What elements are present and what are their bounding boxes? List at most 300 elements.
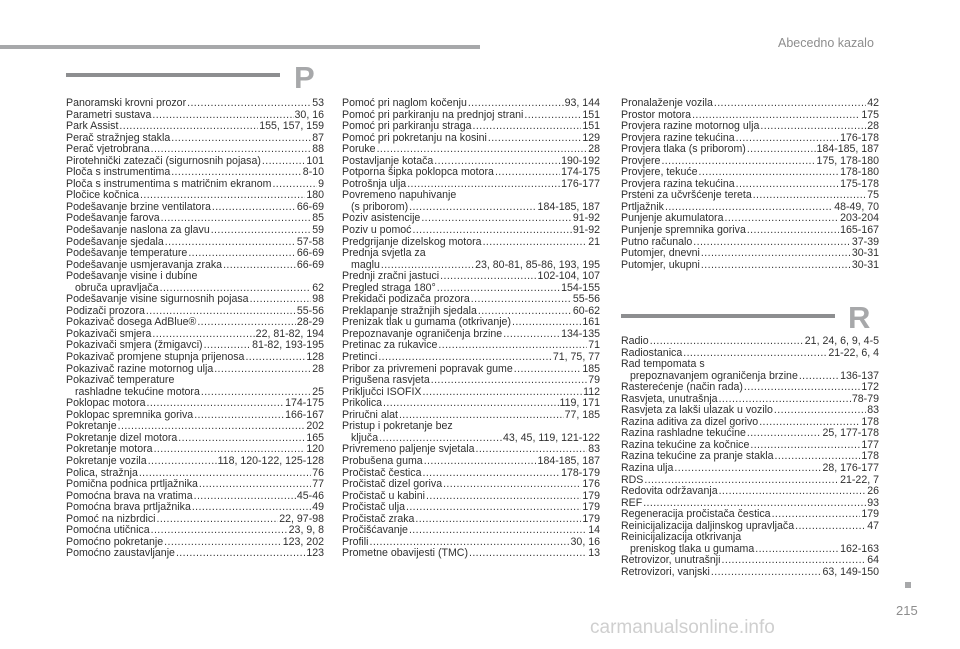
index-term: REF	[621, 496, 643, 509]
index-term: Podešavanje brzine ventilatora	[66, 200, 211, 213]
leader-dots	[194, 410, 284, 422]
index-term: obruča upravljača	[75, 281, 159, 294]
index-term: Poklopac spremnika goriva	[66, 408, 194, 421]
index-pages: 118, 120-122, 125-128	[217, 454, 324, 467]
leader-dots	[422, 387, 582, 399]
leader-dots	[488, 133, 581, 145]
index-pages: 123	[306, 547, 324, 560]
index-entry	[66, 121, 324, 133]
index-term: Pomična podnica prtljažnika	[66, 478, 198, 491]
index-pages: 176-177	[561, 177, 600, 190]
index-pages: 87	[312, 131, 324, 144]
index-term: (s priborom)	[351, 200, 409, 213]
index-pages: 42	[867, 97, 879, 109]
leader-dots	[495, 167, 560, 179]
index-pages: 151	[582, 120, 600, 133]
index-pages: 23, 9, 8	[288, 524, 324, 537]
index-term: Prednja svjetla za	[342, 247, 426, 260]
index-term: Perač vjetrobrana	[66, 143, 150, 156]
index-pages: 184-185, 187	[816, 143, 879, 156]
index-pages: 83	[867, 404, 879, 417]
index-pages: 59	[312, 224, 324, 237]
index-pages: 77, 185	[564, 408, 600, 421]
index-term: Ploča s instrumentima	[66, 166, 171, 179]
index-term: Provjera razina tekućina	[621, 177, 735, 190]
index-pages: 120	[306, 443, 324, 456]
index-pages: 154-155	[561, 281, 600, 294]
index-pages: 178-179	[561, 466, 600, 479]
leader-dots	[424, 456, 537, 468]
index-pages: 129	[582, 131, 600, 144]
index-term: Probušena guma	[342, 454, 423, 467]
index-pages: 123, 202	[282, 535, 324, 548]
index-pages: 78-79	[851, 392, 879, 405]
index-pages: 179	[582, 489, 600, 502]
index-term: Pročišćavanje	[342, 524, 408, 537]
page-number: 215	[896, 603, 918, 618]
index-pages: 71, 75, 77	[552, 351, 600, 364]
index-pages: 30-31	[851, 247, 879, 260]
index-pages: 28	[588, 143, 600, 156]
index-entry	[66, 548, 324, 560]
leader-dots	[701, 248, 851, 260]
index-term: Putomjer, dnevni	[621, 247, 700, 260]
index-term: Prenizak tlak u gumama (otkrivanje)	[342, 316, 511, 329]
index-term: Preklapanje stražnjih sjedala	[342, 304, 477, 317]
index-pages: 162-163	[840, 542, 879, 555]
index-term: Reinicijalizacija daljinskog upravljača	[621, 519, 795, 532]
index-pages: 178	[861, 450, 879, 463]
leader-dots	[171, 133, 311, 145]
leader-dots	[214, 364, 311, 376]
index-term: Pokazivač temperature	[66, 374, 175, 387]
leader-dots	[188, 248, 296, 260]
index-term: Redovita održavanja	[621, 485, 718, 498]
index-pages: 179	[582, 512, 600, 525]
index-term: Pokretanje dizel motora	[66, 431, 178, 444]
index-pages: 177	[861, 438, 879, 451]
index-pages: 71	[588, 339, 600, 352]
index-term: Prsteni za učvršćenje tereta	[621, 189, 752, 202]
index-pages: 112	[583, 385, 600, 398]
leader-dots	[176, 548, 305, 560]
leader-dots	[714, 98, 866, 110]
index-entry	[342, 502, 600, 514]
index-pages: 165	[306, 431, 324, 444]
index-term: Podešavanje visine sigurnosnih pojasa	[66, 293, 249, 306]
leader-dots	[426, 491, 581, 503]
index-pages: 179	[582, 501, 600, 514]
index-pages: 75	[867, 189, 879, 202]
index-pages: 176-178	[840, 131, 879, 144]
index-pages: 66-69	[296, 258, 324, 271]
index-pages: 101	[306, 154, 324, 167]
index-term: Povremeno napuhivanje	[342, 189, 457, 202]
index-term: Podešavanje farova	[66, 212, 160, 225]
index-pages: 83	[588, 443, 600, 456]
index-entry	[66, 98, 324, 110]
index-term: Pročistač zraka	[342, 512, 415, 525]
leader-dots	[378, 352, 552, 364]
index-entry	[621, 486, 879, 498]
index-pages: 134-135	[561, 327, 600, 340]
leader-dots	[164, 537, 282, 549]
index-term: Radio	[621, 335, 649, 347]
index-pages: 30, 16	[294, 108, 324, 121]
index-term: Rasvjeta za lakši ulazak u vozilo	[621, 404, 773, 417]
index-pages: 175	[861, 108, 879, 121]
index-term: preniskog tlaka u gumama	[630, 542, 755, 555]
index-pages: 21, 24, 6, 9, 4-5	[804, 335, 879, 347]
index-term: Poziv asistencije	[342, 212, 421, 225]
leader-dots	[469, 548, 587, 560]
leader-dots	[440, 271, 536, 283]
leader-dots	[674, 463, 821, 475]
leader-dots	[514, 364, 582, 376]
index-pages: 62	[312, 281, 324, 294]
index-term: Podešavanje visine i dubine	[66, 270, 198, 283]
index-term: Parametri sustava	[66, 108, 152, 121]
index-term: Polica, stražnja	[66, 466, 138, 479]
index-term: Pronalaženje vozila	[621, 97, 713, 109]
index-term: Razina tekućine za pranje stakla	[621, 450, 774, 463]
index-pages: 30, 16	[570, 535, 600, 548]
index-term: Prigušena rasvjeta	[342, 374, 430, 387]
index-entry	[342, 98, 600, 110]
index-pages: 151	[582, 108, 600, 121]
index-entry	[342, 133, 600, 145]
index-pages: 93, 144	[564, 97, 600, 109]
index-term: Pokazivač razine motornog ulja	[66, 362, 214, 375]
index-term: Pomoć pri parkiranju straga	[342, 120, 472, 133]
index-term: Pristup i pokretanje bez	[342, 420, 453, 433]
index-pages: 23, 80-81, 85-86, 193, 195	[475, 258, 600, 271]
index-pages: 13	[588, 547, 600, 560]
leader-dots	[262, 156, 305, 168]
leader-dots	[377, 144, 588, 156]
index-term: Podešavanje usmjeravanja zraka	[66, 258, 223, 271]
index-entry	[342, 225, 600, 237]
index-term: Pokazivač dosega AdBlue®	[66, 316, 197, 329]
index-pages: 57-58	[296, 235, 324, 248]
index-term: Pomoćno pokretanje	[66, 535, 164, 548]
index-term: Pokazivač promjene stupnja prijenosa	[66, 351, 245, 364]
leader-dots	[223, 260, 296, 272]
index-term: Punjenje spremnika goriva	[621, 224, 746, 237]
leader-dots	[409, 202, 536, 214]
leader-dots	[468, 98, 564, 110]
index-column-2	[342, 98, 600, 560]
section-letter-r: R	[848, 300, 871, 335]
leader-dots	[148, 456, 217, 468]
leader-dots	[409, 525, 587, 537]
index-pages: 21-22, 7	[840, 473, 879, 486]
leader-dots	[187, 98, 311, 110]
index-column-3-r	[621, 336, 879, 578]
index-term: Postavljanje kotača	[342, 154, 434, 167]
index-pages: 166-167	[285, 408, 324, 421]
index-term: Pretinci	[342, 351, 378, 364]
index-entry	[66, 248, 324, 260]
index-pages: 37-39	[851, 235, 879, 248]
index-pages: 25, 177-178	[822, 427, 879, 440]
index-entry	[342, 375, 600, 387]
index-term: Pomoć na nizbrdici	[66, 512, 156, 525]
index-pages: 22, 81-82, 194	[255, 327, 324, 340]
leader-dots	[755, 544, 839, 556]
index-pages: 91-92	[572, 212, 600, 225]
index-entry	[621, 248, 879, 260]
index-term: Pročistač dizel goriva	[342, 478, 443, 491]
index-pages: 43, 45, 119, 121-122	[503, 431, 600, 444]
index-pages: 174-175	[285, 397, 324, 410]
leader-dots	[422, 468, 560, 480]
index-pages: 93	[867, 496, 879, 509]
index-pages: 28-29	[296, 316, 324, 329]
leader-dots	[211, 225, 311, 237]
index-term: Razina ulja	[621, 462, 674, 475]
leader-dots	[151, 144, 312, 156]
index-term: Pregled straga 180°	[342, 281, 436, 294]
index-entry	[621, 382, 879, 394]
leader-dots	[774, 405, 866, 417]
index-term: Pokazivači smjera (žmigavci)	[66, 339, 203, 352]
index-pages: 66-69	[296, 247, 324, 260]
index-term: Potporna šipka poklopca motora	[342, 166, 494, 179]
index-pages: 185	[582, 362, 600, 375]
index-entry	[342, 248, 600, 260]
index-pages: 136-137	[840, 369, 879, 382]
index-term: Pirotehnički zatezači (sigurnosnih pojasa)	[66, 154, 261, 167]
index-term: Regeneracija pročistača čestica	[621, 508, 771, 521]
leader-dots	[483, 237, 588, 249]
leader-dots	[711, 567, 822, 579]
index-entry	[66, 144, 324, 156]
index-term: Pokretanje	[66, 420, 117, 433]
index-pages: 25	[312, 385, 324, 398]
index-term: Retrovizor, unutrašnji	[621, 554, 721, 567]
index-term: Park Assist	[66, 120, 119, 133]
index-entry	[342, 479, 600, 491]
index-term: Rasterećenje (način rada)	[621, 381, 743, 394]
leader-dots	[747, 225, 839, 237]
index-entry	[66, 352, 324, 364]
leader-dots	[795, 521, 866, 533]
index-pages: 77	[312, 478, 324, 491]
index-pages: 174-175	[561, 166, 600, 179]
index-term: Pretinac za rukavice	[342, 339, 438, 352]
leader-dots	[744, 382, 860, 394]
leader-dots	[119, 121, 258, 133]
index-term: Pomoćno zaustavljanje	[66, 547, 175, 560]
index-pages: 161	[582, 316, 600, 329]
index-term: Podešavanje naslona za glavu	[66, 224, 210, 237]
index-pages: 175, 178-180	[816, 154, 879, 167]
index-pages: 28	[867, 120, 879, 133]
index-pages: 28, 176-177	[822, 462, 879, 475]
leader-dots	[799, 371, 839, 383]
leader-dots	[192, 502, 311, 514]
index-entry	[342, 525, 600, 537]
index-pages: 55-56	[296, 304, 324, 317]
index-term: Rad tempomata s	[621, 358, 705, 371]
leader-dots	[431, 375, 587, 387]
index-entry	[621, 260, 879, 272]
index-term: Pokretanje vozila	[66, 454, 147, 467]
leader-dots	[245, 352, 305, 364]
index-pages: 8-10	[302, 166, 324, 179]
index-pages: 45-46	[296, 489, 324, 502]
index-pages: 203-204	[840, 212, 879, 225]
index-term: Prometne obavijesti (TMC)	[342, 547, 468, 560]
leader-dots	[415, 514, 581, 526]
index-entry	[66, 502, 324, 514]
index-pages: 30-31	[851, 258, 879, 271]
index-term: Reinicijalizacija otkrivanja	[621, 531, 742, 544]
index-term: Podešavanje sjedala	[66, 235, 164, 248]
index-pages: 202	[306, 420, 324, 433]
leader-dots	[524, 110, 581, 122]
section-divider-p	[66, 73, 280, 77]
index-term: Poziv u pomoć	[342, 224, 412, 237]
index-pages: 64	[867, 554, 879, 567]
index-term: Pokretanje motora	[66, 443, 153, 456]
leader-dots	[471, 294, 572, 306]
index-term: Pločice kočnica	[66, 189, 140, 202]
index-entry	[342, 548, 600, 560]
index-term: Priručni alat	[342, 408, 398, 421]
index-term: Provjera razine motornog ulja	[621, 120, 760, 133]
index-pages: 172	[861, 381, 879, 394]
leader-dots	[178, 433, 305, 445]
index-term: Prepoznavanje ograničenja brzine	[342, 327, 503, 340]
index-pages: 79	[588, 374, 600, 387]
index-term: Pomoć pri parkiranju na prednjoj strani	[342, 108, 524, 121]
index-column-3	[621, 98, 879, 271]
leader-dots	[701, 260, 851, 272]
index-term: Prednji zračni jastuci	[342, 270, 440, 283]
index-entry	[621, 121, 879, 133]
index-entry	[621, 359, 879, 371]
section-letter-p: P	[294, 60, 315, 95]
page-marker	[905, 582, 911, 588]
index-entry	[621, 144, 879, 156]
index-pages: 63, 149-150	[822, 565, 879, 578]
leader-dots	[760, 121, 866, 133]
index-term: Pomoć pri pokretanju na kosini	[342, 131, 487, 144]
index-pages: 178	[861, 415, 879, 428]
index-term: Podešavanje temperature	[66, 247, 188, 260]
index-pages: 22, 97-98	[279, 512, 324, 525]
index-entry	[342, 352, 600, 364]
leader-dots	[199, 479, 311, 491]
leader-dots	[194, 491, 296, 503]
header-bar	[0, 45, 480, 49]
leader-dots	[443, 479, 581, 491]
leader-dots	[212, 202, 296, 214]
index-pages: 26	[867, 485, 879, 498]
index-term: Privremeno paljenje svjetala	[342, 443, 475, 456]
index-pages: 165-167	[840, 224, 879, 237]
index-entry	[621, 463, 879, 475]
index-pages: 21	[588, 235, 600, 248]
index-pages: 47	[867, 519, 879, 532]
index-term: Prtljažnik	[621, 200, 664, 213]
index-entry	[66, 375, 324, 387]
leader-dots	[412, 225, 571, 237]
index-term: Razina tekućine za kočnice	[621, 438, 750, 451]
index-pages: 119, 171	[559, 397, 600, 410]
index-pages: 102-104, 107	[537, 270, 600, 283]
leader-dots	[747, 428, 822, 440]
index-column-1	[66, 98, 324, 560]
index-term: Pročistač ulja	[342, 501, 405, 514]
index-pages: 184-185, 187	[537, 200, 600, 213]
index-term: Pomoćna brava prtljažnika	[66, 501, 191, 514]
index-term: Predgrijanje dizelskog motora	[342, 235, 482, 248]
index-term: Pročistač u kabini	[342, 489, 426, 502]
index-term: Prekidači podizača prozora	[342, 293, 470, 306]
index-term: Podizači prozora	[66, 304, 145, 317]
index-term: Potrošnja ulja	[342, 177, 407, 190]
leader-dots	[406, 502, 581, 514]
index-pages: 66-69	[296, 200, 324, 213]
index-term: Prikolica	[342, 397, 383, 410]
index-pages: 85	[312, 212, 324, 225]
watermark: carmanualsonline.info	[590, 617, 775, 638]
index-term: RDS	[621, 473, 644, 486]
index-pages: 21-22, 6, 4	[828, 346, 879, 359]
index-term: rashladne tekućine motora	[75, 385, 200, 398]
index-term: Provjere, tekuće	[621, 166, 698, 179]
index-term: Pomoć pri naglom kočenju	[342, 97, 467, 109]
index-term: Provjere	[621, 154, 661, 167]
index-pages: 81-82, 193-195	[252, 339, 324, 352]
index-term: Prostor motora	[621, 108, 692, 121]
index-term: prepoznavanjem ograničenja brzine	[630, 369, 798, 382]
index-entry	[342, 144, 600, 156]
index-term: ključa	[351, 431, 379, 444]
leader-dots	[650, 336, 804, 348]
index-pages: 48-49, 70	[834, 200, 879, 213]
index-pages: 155, 157, 159	[259, 120, 324, 133]
leader-dots	[473, 121, 582, 133]
index-pages: 128	[306, 351, 324, 364]
index-term: Poklopac motora	[66, 397, 146, 410]
index-term: Retrovizori, vanjski	[621, 565, 710, 578]
index-pages: 190-192	[561, 154, 600, 167]
index-pages: 179	[861, 508, 879, 521]
index-term: Punjenje akumulatora	[621, 212, 724, 225]
index-entry	[66, 479, 324, 491]
index-term: Priključci ISOFIX	[342, 385, 422, 398]
leader-dots	[151, 525, 288, 537]
index-pages: 88	[312, 143, 324, 156]
index-term: Provjera tlaka (s priborom)	[621, 143, 746, 156]
index-term: Profili	[342, 535, 369, 548]
index-term: Razina aditiva za dizel gorivo	[621, 415, 759, 428]
index-term: maglu	[351, 258, 380, 271]
index-entry	[66, 456, 324, 468]
index-pages: 175-178	[840, 177, 879, 190]
index-term: Rasvjeta, unutrašnja	[621, 392, 718, 405]
index-term: Pročistač čestica	[342, 466, 422, 479]
index-pages: 91-92	[572, 224, 600, 237]
index-entry	[342, 456, 600, 468]
index-term: Perač stražnjeg stakla	[66, 131, 171, 144]
index-entry	[621, 567, 879, 579]
leader-dots	[683, 348, 827, 360]
